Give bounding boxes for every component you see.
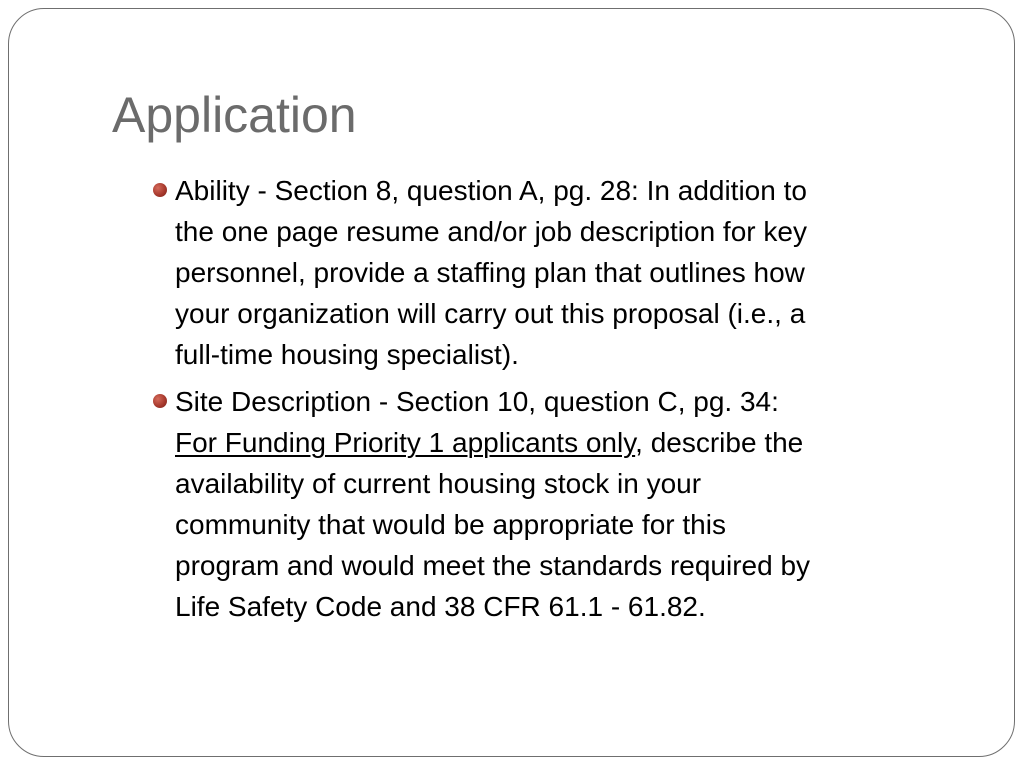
bullet-text-line: Ability - Section 8, question A, pg. 28: In addition to (175, 175, 807, 206)
bullet-text-line: Site Description - Section 10, question C, pg. 34: (175, 386, 779, 417)
bullet-text-line: your organization will carry out this proposal (i.e., a (175, 298, 806, 329)
bullet-text-fragment: , describe the (635, 427, 804, 458)
bullet-item-site-description (175, 381, 975, 627)
bullet-text-line: Life Safety Code and 38 CFR 61.1 - 61.82. (175, 591, 706, 622)
bullet-dot-icon (153, 394, 167, 408)
bullet-text-line: full-time housing specialist). (175, 339, 519, 370)
bullet-text-line: program and would meet the standards required by (175, 550, 811, 581)
bullet-text-line: the one page resume and/or job description for key (175, 216, 807, 247)
bullet-list (175, 170, 975, 633)
bullet-text-line-mixed (175, 422, 975, 463)
bullet-dot-icon (153, 183, 167, 197)
bullet-item-ability (175, 170, 975, 375)
bullet-text-line: personnel, provide a staffing plan that outlines how (175, 257, 805, 288)
bullet-text-line: community that would be appropriate for this (175, 509, 726, 540)
underlined-priority-text: For Funding Priority 1 applicants only (175, 427, 636, 458)
bullet-text-line: availability of current housing stock in your (175, 468, 702, 499)
slide-title: Application (112, 87, 357, 143)
